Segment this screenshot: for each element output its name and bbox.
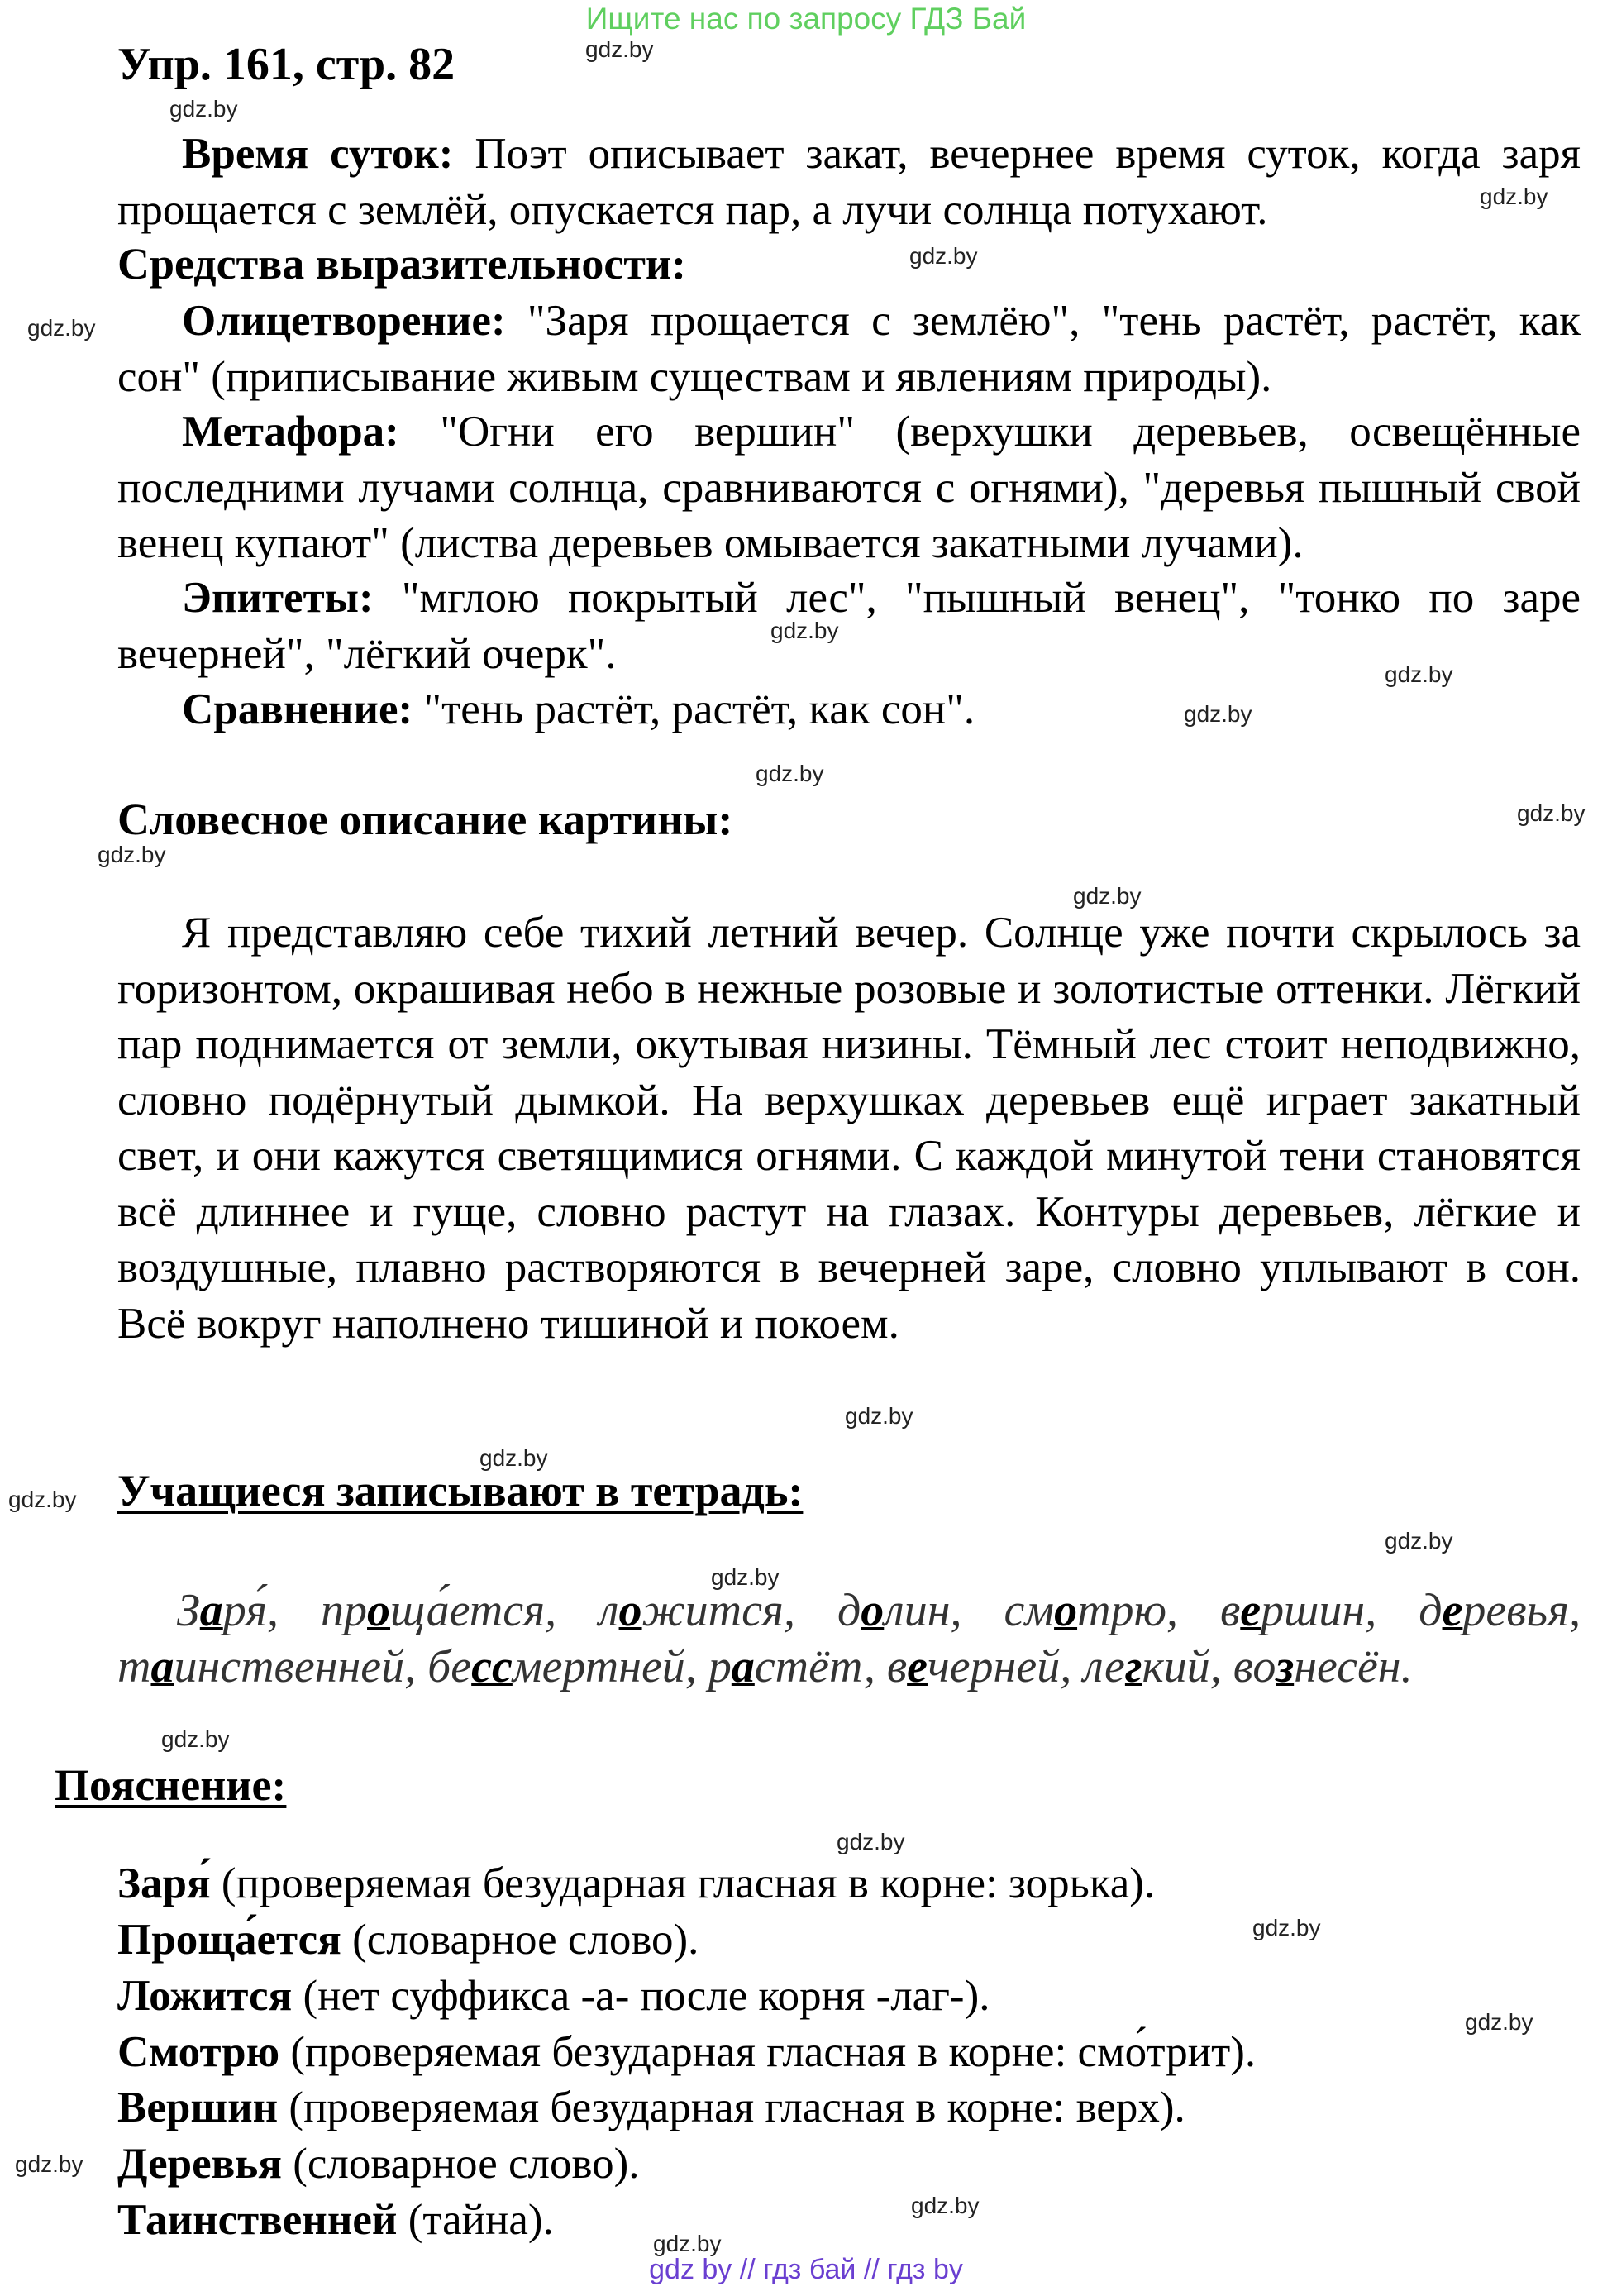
search-banner[interactable]: Ищите нас по запросу ГДЗ Бай [585, 2, 1027, 36]
watermark: gdz.by [756, 761, 824, 786]
personification-text: "Заря прощается с землёю", "тень растёт, растёт, как сон" (приписывание живым существам и явлениям природы). [117, 297, 1581, 401]
notebook-word: долин [837, 1585, 951, 1636]
watermark: gdz.by [8, 1487, 77, 1512]
notebook-word: ложится [599, 1585, 784, 1636]
highlighted-letter: г [1124, 1641, 1142, 1692]
epithets-label: Эпитеты: [182, 574, 374, 622]
notebook-word: смотрю [1004, 1585, 1166, 1636]
notebook-word: таинственней [117, 1641, 405, 1692]
explanation-word: Заря́ [117, 1859, 211, 1907]
comparison-label: Сравнение: [182, 685, 413, 733]
watermark: gdz.by [98, 842, 166, 867]
explanation-word: Таинственней [117, 2196, 398, 2244]
watermark: gdz.by [653, 2231, 722, 2256]
watermark: gdz.by [27, 315, 96, 341]
highlighted-letter: о [618, 1585, 642, 1636]
notebook-word: легкий [1083, 1641, 1210, 1692]
watermark: gdz.by [1385, 661, 1453, 687]
watermark: gdz.by [909, 243, 978, 269]
explanation-word: Ложится [117, 1972, 293, 2020]
watermark: gdz.by [1184, 701, 1252, 727]
highlighted-letter: о [861, 1585, 885, 1636]
notebook-word: растёт [708, 1641, 864, 1692]
epithets-paragraph [117, 570, 1581, 682]
highlighted-letter: а [199, 1585, 223, 1636]
watermark: gdz.by [1480, 184, 1548, 209]
highlighted-letter: о [1054, 1585, 1078, 1636]
explanation-item [117, 2195, 554, 2245]
explanation-note: (проверяемая безударная гласная в корне: смо́трит). [290, 2028, 1257, 2076]
metaphor-text: "Огни его вершин" (верхушки деревьев, освещённые последними лучами солнца, сравниваются с огнями), "деревья пышный свой венец купают" (листва деревьев омывается закатными лучами). [117, 408, 1581, 567]
exercise-title: Упр. 161, стр. 82 [117, 39, 455, 90]
highlighted-letter: е [907, 1641, 928, 1692]
watermark: gdz.by [1252, 1915, 1321, 1940]
explanation-note: (проверяемая безударная гласная в корне: зорька). [221, 1859, 1156, 1907]
metaphor-label: Метафора: [182, 408, 399, 456]
notebook-word: вознесён [1233, 1641, 1401, 1692]
comparison-paragraph [117, 682, 1581, 738]
highlighted-letter: з [1276, 1641, 1295, 1692]
time-text: Поэт описывает закат, вечернее время суток, когда заря прощается с землёй, опускается пар, а лучи солнца потухают. [117, 130, 1581, 234]
notebook-heading: Учащиеся записывают в тетрадь: [117, 1466, 804, 1516]
watermark: gdz.by [770, 618, 839, 643]
time-label: Время суток: [182, 130, 454, 178]
notebook-word: бессмертней [427, 1641, 685, 1692]
notebook-words: Заря́, проща́ется, ложится, долин, смотрю, вершин, деревья, таинственней, бессмертней, растёт, вечерней, легкий, вознесён. [117, 1585, 1581, 1692]
highlighted-letter: о [367, 1585, 391, 1636]
notebook-word: Заря́ [177, 1585, 268, 1636]
explanation-note: (словарное слово). [352, 1916, 699, 1964]
explanation-item [117, 1915, 699, 1964]
explanation-note: (словарное слово). [293, 2140, 640, 2188]
highlighted-letter: а [150, 1641, 174, 1692]
explanation-word: Деревья [117, 2140, 282, 2188]
personification-label: Олицетворение: [182, 297, 506, 345]
notebook-word: вечерней [886, 1641, 1061, 1692]
notebook-word: вершин [1219, 1585, 1366, 1636]
explanation-heading: Пояснение: [55, 1760, 287, 1810]
watermark: gdz.by [711, 1564, 780, 1590]
notebook-word: деревья [1419, 1585, 1570, 1636]
explanation-item [117, 2139, 640, 2189]
highlighted-letter: е [1240, 1585, 1261, 1636]
watermark: gdz.by [1517, 800, 1586, 826]
explanation-item [117, 1971, 990, 2021]
watermark: gdz.by [161, 1726, 230, 1752]
watermark: gdz.by [585, 36, 654, 62]
watermark: gdz.by [1073, 883, 1142, 909]
watermark: gdz.by [479, 1445, 548, 1471]
highlighted-letter: сс [471, 1641, 513, 1692]
time-of-day-paragraph [117, 126, 1581, 238]
watermark: gdz.by [1385, 1528, 1453, 1554]
metaphor-paragraph [117, 404, 1581, 572]
highlighted-letter: е [1442, 1585, 1463, 1636]
epithets-text: "мглою покрытый лес", "пышный венец", "тонко по заре вечерней", "лёгкий очерк". [117, 574, 1581, 678]
explanation-note: (проверяемая безударная гласная в корне: верх). [289, 2084, 1185, 2131]
explanation-note: (нет суффикса -а- после корня -лаг-). [303, 1972, 990, 2020]
personification-paragraph [117, 294, 1581, 405]
watermark: gdz.by [15, 2151, 83, 2177]
watermark: gdz.by [837, 1829, 905, 1854]
means-heading: Средства выразительности: [117, 239, 686, 289]
explanation-item [117, 2083, 1185, 2132]
footer-links[interactable]: gdz by // гдз бай // гдз by [649, 2254, 963, 2285]
highlighted-letter: а [731, 1641, 755, 1692]
watermark: gdz.by [845, 1403, 913, 1429]
description-paragraph [117, 905, 1581, 1352]
explanation-word: Вершин [117, 2084, 279, 2131]
explanation-word: Проща́ется [117, 1916, 341, 1964]
notebook-word: проща́ется [321, 1585, 546, 1636]
explanation-item [117, 1859, 1155, 1908]
watermark: gdz.by [911, 2193, 980, 2218]
explanation-item [117, 2027, 1256, 2077]
explanation-note: (тайна). [408, 2196, 554, 2244]
watermark: gdz.by [169, 96, 238, 122]
comparison-text: "тень растёт, растёт, как сон". [423, 685, 975, 733]
description-heading: Словесное описание картины: [117, 795, 733, 844]
watermark: gdz.by [1465, 2009, 1533, 2035]
description-text: Я представляю себе тихий летний вечер. Солнце уже почти скрылось за горизонтом, окрашивая небо в нежные розовые и золотистые оттенки. Лёгкий пар поднимается от земли, окутывая низины. Тёмный лес стоит неподвижно, словно подёрнутый дымкой. На верхушках деревьев ещё играет закатный свет, и они кажутся светящимися огнями. С каждой минутой тени становятся всё длиннее и гуще, словно растут на глазах. Контуры деревьев, лёгкие и воздушные, плавно растворяются в вечерней заре, словно уплывают в сон. Всё вокруг наполнено тишиной и покоем. [117, 909, 1581, 1348]
explanation-word: Смотрю [117, 2028, 280, 2076]
